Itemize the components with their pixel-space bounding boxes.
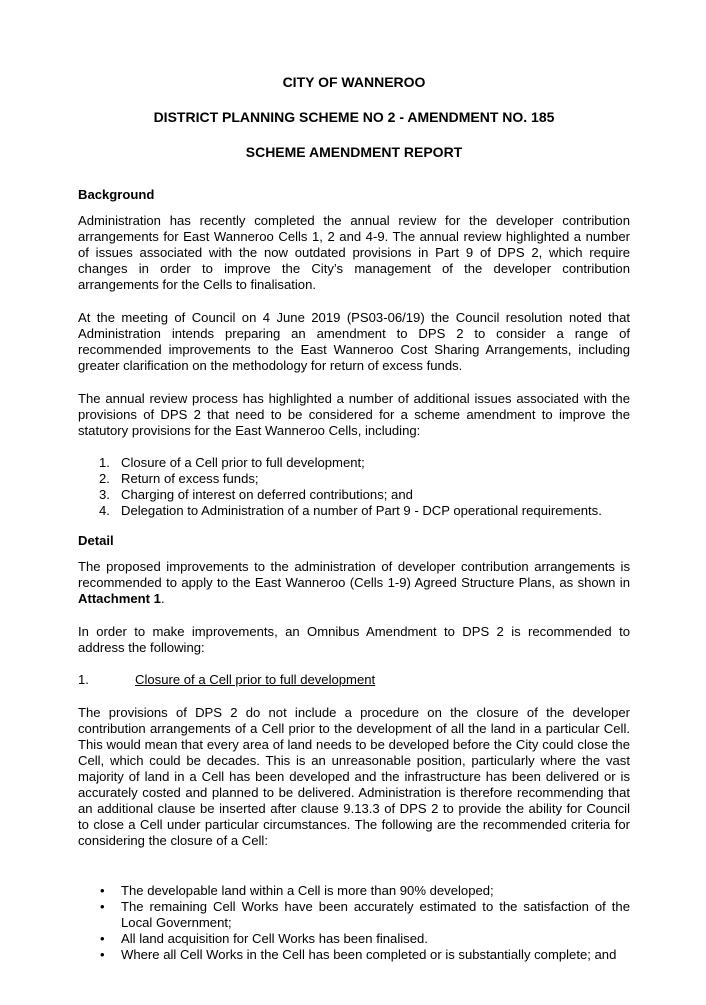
section-title: Closure of a Cell prior to full development bbox=[135, 672, 376, 687]
bullet-glyph: • bbox=[100, 899, 105, 914]
background-paragraph-2: At the meeting of Council on 4 June 2019 (PS03-06/19) the Council resolution noted that Administration intends preparing an amendment to DPS 2 to consider a range of recommended improvements to the East Wanneroo Cost Sharing Arrangements, including greater clarification on the methodology for return of excess funds. bbox=[78, 310, 630, 373]
list-item bbox=[78, 503, 630, 519]
document-title-scheme: DISTRICT PLANNING SCHEME NO 2 - AMENDMENT NO. 185 bbox=[153, 109, 555, 125]
list-item-number: 4. bbox=[99, 503, 110, 518]
bullet-item bbox=[78, 931, 630, 947]
bullet-glyph: • bbox=[100, 931, 105, 946]
bullet-item-text: Where all Cell Works in the Cell has been completed or is substantially complete; and bbox=[121, 947, 617, 962]
bullet-item bbox=[78, 947, 630, 963]
detail-paragraph-1-text: The proposed improvements to the administration of developer contribution arrangements is recommended to apply to the East Wanneroo (Cells 1-9) Agreed Structure Plans, as shown in bbox=[78, 559, 630, 590]
list-item bbox=[78, 471, 630, 487]
bullet-item bbox=[78, 899, 630, 931]
bullet-item-text: The developable land within a Cell is more than 90% developed; bbox=[121, 883, 494, 898]
list-item-number: 1. bbox=[99, 455, 110, 470]
section-number: 1. bbox=[78, 672, 89, 687]
list-item-number: 3. bbox=[99, 487, 110, 502]
attachment-reference: Attachment 1 bbox=[78, 591, 161, 606]
list-item bbox=[78, 487, 630, 503]
background-paragraph-3: The annual review process has highlighted a number of additional issues associated with the provisions of DPS 2 that need to be considered for a scheme amendment to improve the statutory provisions for the East Wanneroo Cells, including: bbox=[78, 391, 630, 438]
section-heading-closure bbox=[78, 672, 630, 688]
document-page bbox=[78, 74, 630, 963]
detail-heading: Detail bbox=[78, 533, 114, 548]
criteria-bullet-list bbox=[78, 883, 630, 963]
bullet-item-text: The remaining Cell Works have been accurately estimated to the satisfaction of the Local Government; bbox=[121, 899, 630, 930]
bullet-glyph: • bbox=[100, 883, 105, 898]
list-item-text: Return of excess funds; bbox=[121, 471, 259, 486]
detail-paragraph-1-end: . bbox=[160, 591, 165, 606]
list-item-text: Closure of a Cell prior to full development; bbox=[121, 455, 365, 470]
document-title-report: SCHEME AMENDMENT REPORT bbox=[245, 144, 463, 160]
closure-paragraph: The provisions of DPS 2 do not include a procedure on the closure of the developer contribution arrangements of a Cell prior to the development of all the land in a particular Cell. This would mean that every area of land needs to be developed before the City could close the Cell, which could be decades. This is an unreasonable position, particularly where the vast majority of land in a Cell has been developed and the infrastructure has been delivered or is accurately costed and planned to be delivered. Administration is therefore recommending that an additional clause be inserted after clause 9.13.3 of DPS 2 to provide the ability for Council to close a Cell under particular circumstances. The following are the recommended criteria for considering the closure of a Cell: bbox=[78, 705, 630, 848]
bullet-glyph: • bbox=[100, 947, 105, 962]
bullet-item-text: All land acquisition for Cell Works has been finalised. bbox=[121, 931, 428, 946]
list-item-number: 2. bbox=[99, 471, 110, 486]
list-item bbox=[78, 455, 630, 471]
background-paragraph-1: Administration has recently completed the annual review for the developer contribution arrangements for East Wanneroo Cells 1, 2 and 4-9. The annual review highlighted a number of issues associated with the now outdated provisions in Part 9 of DPS 2, which require changes in order to improve the City’s management of the developer contribution arrangements for the Cells to finalisation. bbox=[78, 213, 630, 292]
list-item-text: Delegation to Administration of a number of Part 9 - DCP operational requirements. bbox=[121, 503, 602, 518]
background-heading: Background bbox=[78, 187, 155, 202]
detail-paragraph-1 bbox=[78, 559, 630, 607]
issues-list bbox=[78, 455, 630, 519]
document-title-city: CITY OF WANNEROO bbox=[282, 74, 426, 90]
bullet-item bbox=[78, 883, 630, 899]
detail-paragraph-2: In order to make improvements, an Omnibus Amendment to DPS 2 is recommended to address the following: bbox=[78, 624, 630, 655]
list-item-text: Charging of interest on deferred contributions; and bbox=[121, 487, 413, 502]
